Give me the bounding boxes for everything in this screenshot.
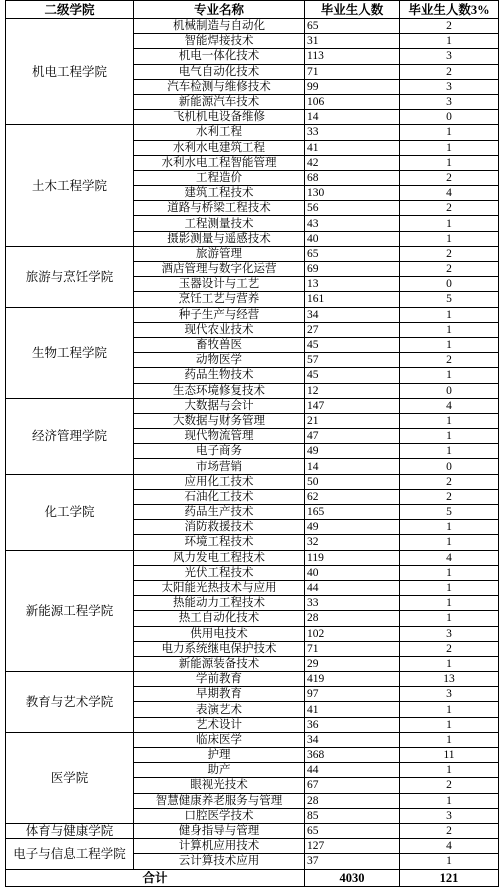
major-cell: 云计算技术应用 <box>134 854 305 869</box>
header-pct3: 毕业生人数3% <box>400 1 499 19</box>
pct3-cell: 1 <box>400 580 499 595</box>
pct3-cell: 4 <box>400 186 499 201</box>
college-cell: 经济管理学院 <box>6 398 134 474</box>
graduates-cell: 34 <box>305 307 400 322</box>
graduates-cell: 113 <box>305 49 400 64</box>
pct3-cell: 0 <box>400 277 499 292</box>
major-cell: 新能源装备技术 <box>134 656 305 671</box>
major-cell: 旅游管理 <box>134 246 305 261</box>
graduates-cell: 33 <box>305 596 400 611</box>
major-cell: 学前教育 <box>134 672 305 687</box>
graduates-cell: 40 <box>305 231 400 246</box>
pct3-cell: 4 <box>400 550 499 565</box>
graduates-cell: 32 <box>305 535 400 550</box>
graduates-cell: 44 <box>305 580 400 595</box>
table-row <box>6 125 499 140</box>
major-cell: 大数据与会计 <box>134 398 305 413</box>
graduates-cell: 33 <box>305 125 400 140</box>
graduates-cell: 147 <box>305 398 400 413</box>
major-cell: 太阳能光热技术与应用 <box>134 580 305 595</box>
pct3-cell: 13 <box>400 672 499 687</box>
table-row <box>6 474 499 489</box>
college-cell: 生物工程学院 <box>6 307 134 398</box>
graduates-cell: 37 <box>305 854 400 869</box>
graduates-cell: 41 <box>305 702 400 717</box>
pct3-cell: 1 <box>400 854 499 869</box>
major-cell: 电力系统继电保护技术 <box>134 641 305 656</box>
pct3-cell: 3 <box>400 687 499 702</box>
major-cell: 市场营销 <box>134 459 305 474</box>
major-cell: 光伏工程技术 <box>134 565 305 580</box>
graduates-cell: 62 <box>305 489 400 504</box>
major-cell: 机械制造与自动化 <box>134 19 305 34</box>
pct3-cell: 1 <box>400 763 499 778</box>
major-cell: 药品生产技术 <box>134 505 305 520</box>
graduates-cell: 65 <box>305 19 400 34</box>
graduates-cell: 67 <box>305 778 400 793</box>
pct3-cell: 5 <box>400 505 499 520</box>
major-cell: 电子商务 <box>134 444 305 459</box>
graduates-cell: 56 <box>305 201 400 216</box>
college-cell: 新能源工程学院 <box>6 550 134 672</box>
graduates-cell: 119 <box>305 550 400 565</box>
pct3-cell: 2 <box>400 262 499 277</box>
graduates-cell: 368 <box>305 748 400 763</box>
major-cell: 新能源汽车技术 <box>134 94 305 109</box>
pct3-cell: 1 <box>400 596 499 611</box>
major-cell: 智能焊接技术 <box>134 34 305 49</box>
graduates-cell: 65 <box>305 246 400 261</box>
graduates-cell: 165 <box>305 505 400 520</box>
major-cell: 护理 <box>134 748 305 763</box>
major-cell: 建筑工程技术 <box>134 186 305 201</box>
pct3-cell: 1 <box>400 611 499 626</box>
major-cell: 消防救援技术 <box>134 520 305 535</box>
graduates-cell: 44 <box>305 763 400 778</box>
graduates-cell: 97 <box>305 687 400 702</box>
major-cell: 水利水电工程智能管理 <box>134 155 305 170</box>
graduates-cell: 161 <box>305 292 400 307</box>
college-cell: 医学院 <box>6 732 134 823</box>
major-cell: 临床医学 <box>134 732 305 747</box>
header-major: 专业名称 <box>134 1 305 19</box>
header-row <box>6 1 499 19</box>
college-cell: 体育与健康学院 <box>6 823 134 838</box>
major-cell: 健身指导与管理 <box>134 823 305 838</box>
table-row <box>6 823 499 838</box>
college-cell: 电子与信息工程学院 <box>6 839 134 869</box>
pct3-cell: 0 <box>400 110 499 125</box>
major-cell: 现代农业技术 <box>134 322 305 337</box>
pct3-cell: 1 <box>400 565 499 580</box>
graduates-cell: 57 <box>305 353 400 368</box>
graduates-cell: 40 <box>305 565 400 580</box>
pct3-cell: 3 <box>400 49 499 64</box>
pct3-cell: 2 <box>400 246 499 261</box>
graduates-cell: 69 <box>305 262 400 277</box>
pct3-cell: 2 <box>400 170 499 185</box>
graduates-cell: 68 <box>305 170 400 185</box>
total-graduates: 4030 <box>305 869 400 886</box>
pct3-cell: 1 <box>400 125 499 140</box>
pct3-cell: 2 <box>400 641 499 656</box>
graduates-cell: 45 <box>305 337 400 352</box>
pct3-cell: 5 <box>400 292 499 307</box>
graduates-cell: 13 <box>305 277 400 292</box>
graduates-cell: 130 <box>305 186 400 201</box>
pct3-cell: 0 <box>400 383 499 398</box>
pct3-cell: 3 <box>400 94 499 109</box>
pct3-cell: 1 <box>400 368 499 383</box>
table-row <box>6 732 499 747</box>
major-cell: 大数据与财务管理 <box>134 413 305 428</box>
pct3-cell: 1 <box>400 155 499 170</box>
major-cell: 环境工程技术 <box>134 535 305 550</box>
graduates-cell: 419 <box>305 672 400 687</box>
pct3-cell: 2 <box>400 489 499 504</box>
major-cell: 表演艺术 <box>134 702 305 717</box>
major-cell: 药品生物技术 <box>134 368 305 383</box>
table-row <box>6 672 499 687</box>
pct3-cell: 1 <box>400 520 499 535</box>
table-body <box>6 19 499 870</box>
table-row <box>6 398 499 413</box>
major-cell: 艺术设计 <box>134 717 305 732</box>
header-college: 二级学院 <box>6 1 134 19</box>
major-cell: 热工自动化技术 <box>134 611 305 626</box>
major-cell: 机电一体化技术 <box>134 49 305 64</box>
graduates-cell: 21 <box>305 413 400 428</box>
major-cell: 应用化工技术 <box>134 474 305 489</box>
graduates-cell: 99 <box>305 79 400 94</box>
major-cell: 玉器设计与工艺 <box>134 277 305 292</box>
table-row <box>6 19 499 34</box>
pct3-cell: 1 <box>400 429 499 444</box>
college-cell: 旅游与烹饪学院 <box>6 246 134 307</box>
graduates-table <box>5 0 499 887</box>
table-row <box>6 839 499 854</box>
pct3-cell: 2 <box>400 474 499 489</box>
pct3-cell: 2 <box>400 353 499 368</box>
pct3-cell: 1 <box>400 702 499 717</box>
pct3-cell: 3 <box>400 808 499 823</box>
college-cell: 土木工程学院 <box>6 125 134 247</box>
major-cell: 电气自动化技术 <box>134 64 305 79</box>
graduates-cell: 31 <box>305 34 400 49</box>
pct3-cell: 2 <box>400 19 499 34</box>
college-cell: 机电工程学院 <box>6 19 134 125</box>
pct3-cell: 1 <box>400 535 499 550</box>
pct3-cell: 1 <box>400 231 499 246</box>
graduates-cell: 14 <box>305 459 400 474</box>
pct3-cell: 1 <box>400 307 499 322</box>
graduates-cell: 34 <box>305 732 400 747</box>
major-cell: 石油化工技术 <box>134 489 305 504</box>
table-row <box>6 550 499 565</box>
pct3-cell: 1 <box>400 140 499 155</box>
graduates-cell: 102 <box>305 626 400 641</box>
major-cell: 飞机机电设备维修 <box>134 110 305 125</box>
total-label: 合计 <box>6 869 305 886</box>
table-row <box>6 246 499 261</box>
major-cell: 畜牧兽医 <box>134 337 305 352</box>
pct3-cell: 1 <box>400 793 499 808</box>
major-cell: 水利水电建筑工程 <box>134 140 305 155</box>
major-cell: 热能动力工程技术 <box>134 596 305 611</box>
table-row <box>6 307 499 322</box>
pct3-cell: 1 <box>400 337 499 352</box>
major-cell: 工程测量技术 <box>134 216 305 231</box>
pct3-cell: 3 <box>400 626 499 641</box>
major-cell: 汽车检测与维修技术 <box>134 79 305 94</box>
major-cell: 动物医学 <box>134 353 305 368</box>
major-cell: 现代物流管理 <box>134 429 305 444</box>
total-row <box>6 869 499 886</box>
graduates-cell: 12 <box>305 383 400 398</box>
graduates-cell: 41 <box>305 140 400 155</box>
graduates-cell: 28 <box>305 611 400 626</box>
major-cell: 眼视光技术 <box>134 778 305 793</box>
header-graduates: 毕业生人数 <box>305 1 400 19</box>
pct3-cell: 4 <box>400 398 499 413</box>
major-cell: 道路与桥梁工程技术 <box>134 201 305 216</box>
pct3-cell: 1 <box>400 444 499 459</box>
major-cell: 智慧健康养老服务与管理 <box>134 793 305 808</box>
pct3-cell: 3 <box>400 79 499 94</box>
major-cell: 风力发电工程技术 <box>134 550 305 565</box>
graduates-cell: 47 <box>305 429 400 444</box>
graduates-cell: 43 <box>305 216 400 231</box>
graduates-cell: 36 <box>305 717 400 732</box>
total-pct3: 121 <box>400 869 499 886</box>
major-cell: 种子生产与经营 <box>134 307 305 322</box>
graduates-cell: 65 <box>305 823 400 838</box>
graduates-cell: 29 <box>305 656 400 671</box>
pct3-cell: 1 <box>400 322 499 337</box>
pct3-cell: 1 <box>400 656 499 671</box>
major-cell: 水利工程 <box>134 125 305 140</box>
major-cell: 酒店管理与数字化运营 <box>134 262 305 277</box>
pct3-cell: 0 <box>400 459 499 474</box>
graduates-cell: 28 <box>305 793 400 808</box>
college-cell: 教育与艺术学院 <box>6 672 134 733</box>
graduates-cell: 71 <box>305 641 400 656</box>
pct3-cell: 1 <box>400 216 499 231</box>
pct3-cell: 2 <box>400 823 499 838</box>
major-cell: 工程造价 <box>134 170 305 185</box>
graduates-cell: 14 <box>305 110 400 125</box>
major-cell: 摄影测量与遥感技术 <box>134 231 305 246</box>
graduates-cell: 49 <box>305 444 400 459</box>
graduates-cell: 127 <box>305 839 400 854</box>
pct3-cell: 2 <box>400 201 499 216</box>
pct3-cell: 1 <box>400 717 499 732</box>
pct3-cell: 1 <box>400 732 499 747</box>
graduates-cell: 42 <box>305 155 400 170</box>
graduates-cell: 45 <box>305 368 400 383</box>
major-cell: 生态环境修复技术 <box>134 383 305 398</box>
graduates-cell: 49 <box>305 520 400 535</box>
graduates-cell: 71 <box>305 64 400 79</box>
graduates-cell: 50 <box>305 474 400 489</box>
major-cell: 计算机应用技术 <box>134 839 305 854</box>
major-cell: 早期教育 <box>134 687 305 702</box>
pct3-cell: 2 <box>400 778 499 793</box>
pct3-cell: 1 <box>400 413 499 428</box>
graduates-cell: 27 <box>305 322 400 337</box>
pct3-cell: 11 <box>400 748 499 763</box>
graduates-cell: 106 <box>305 94 400 109</box>
pct3-cell: 1 <box>400 34 499 49</box>
major-cell: 口腔医学技术 <box>134 808 305 823</box>
college-cell: 化工学院 <box>6 474 134 550</box>
pct3-cell: 2 <box>400 64 499 79</box>
major-cell: 助产 <box>134 763 305 778</box>
graduates-cell: 85 <box>305 808 400 823</box>
major-cell: 供用电技术 <box>134 626 305 641</box>
pct3-cell: 4 <box>400 839 499 854</box>
major-cell: 烹饪工艺与营养 <box>134 292 305 307</box>
